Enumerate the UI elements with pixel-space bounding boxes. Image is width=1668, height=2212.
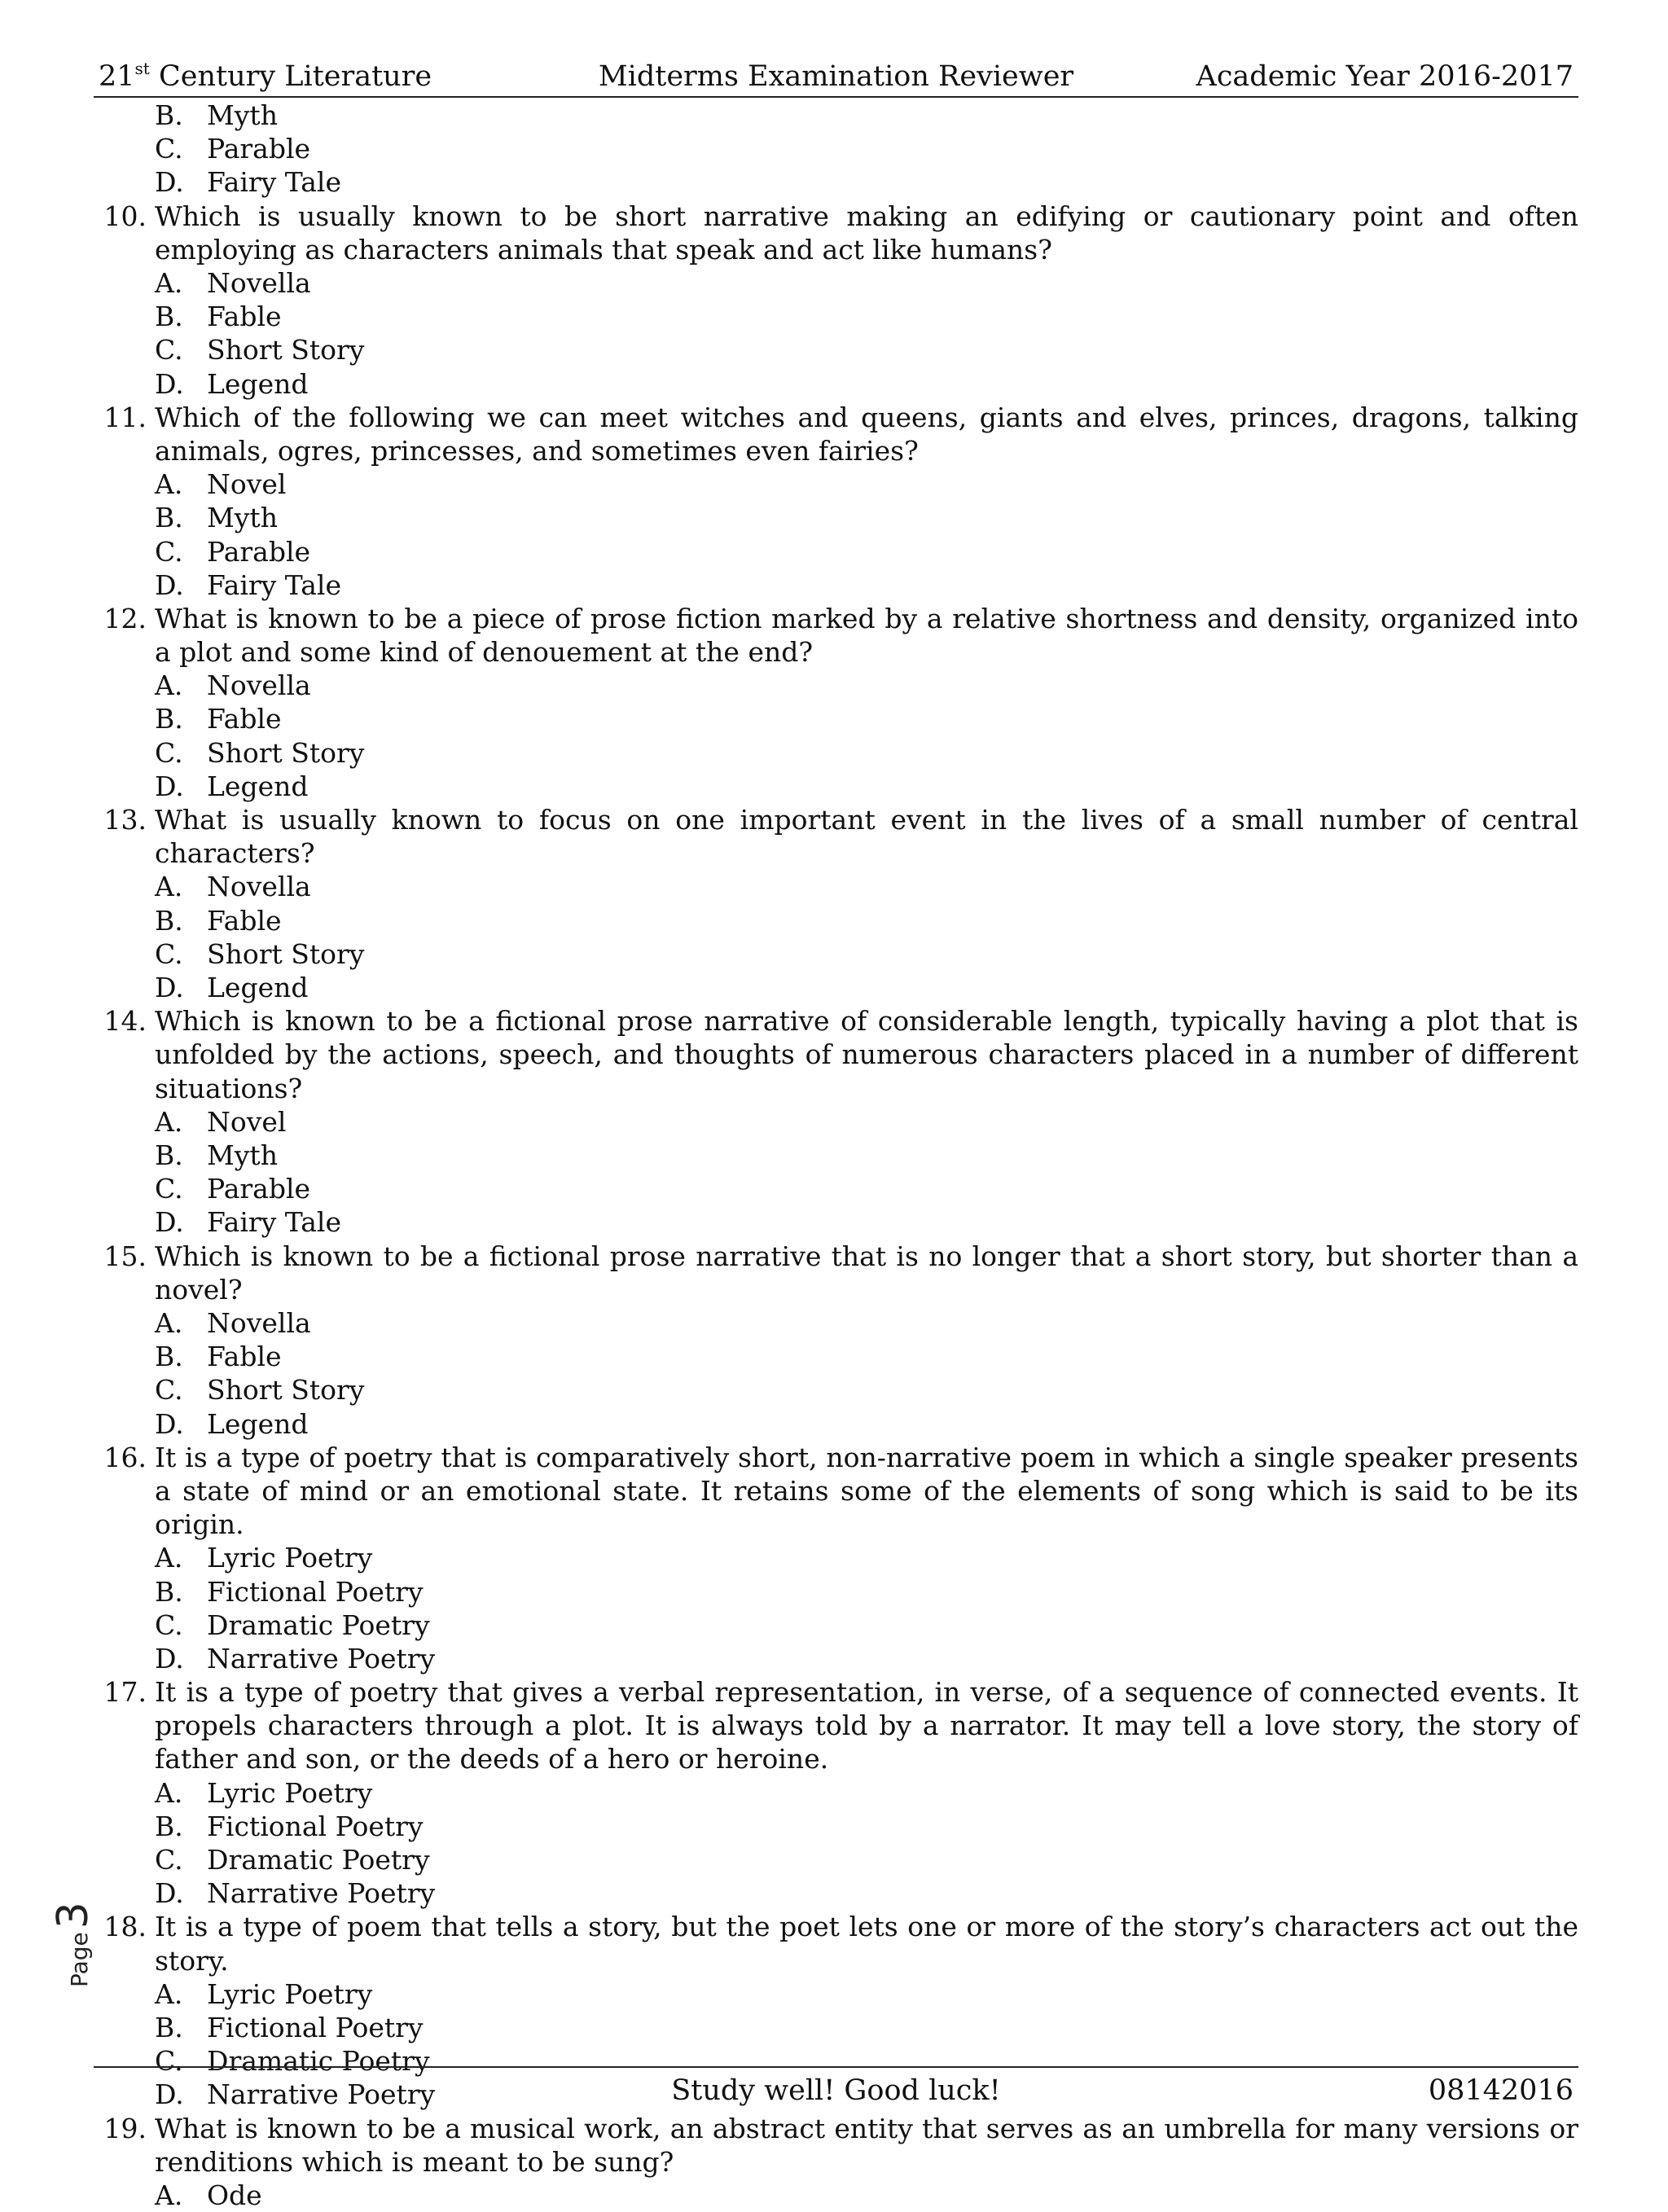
option-letter: A.: [155, 1776, 183, 1809]
question-text: Which is usually known to be short narrative making an edifying or cautionary point and often employing as characters animals that speak and act like humans?: [155, 200, 1578, 266]
option-text: Novel: [207, 1105, 287, 1138]
option-letter: C.: [155, 1173, 183, 1205]
question-item: [94, 1240, 1578, 1306]
option-text: Narrative Poetry: [207, 2078, 436, 2111]
question-text: Which is known to be a fictional prose narrative that is no longer that a short story, but shorter than a novel?: [155, 1240, 1578, 1306]
answer-option: [94, 2179, 1578, 2212]
option-text: Dramatic Poetry: [207, 1609, 430, 1641]
question-item: [94, 1004, 1578, 1105]
answer-option: [94, 1340, 1578, 1373]
option-letter: D.: [155, 568, 184, 601]
option-text: Legend: [207, 770, 309, 802]
answer-option: [94, 904, 1578, 937]
answer-option: [94, 367, 1578, 401]
option-text: Fictional Poetry: [207, 1575, 424, 1608]
course-title: 21st Century Literature: [99, 59, 432, 93]
question-number: 13.: [103, 804, 147, 836]
option-text: Dramatic Poetry: [207, 2045, 430, 2078]
option-letter: D.: [155, 2078, 184, 2111]
option-letter: C.: [155, 1844, 183, 1876]
option-text: Narrative Poetry: [207, 1642, 436, 1674]
question-item: [94, 200, 1578, 266]
footer-code: 08142016: [1428, 2074, 1574, 2107]
option-letter: B.: [155, 1810, 183, 1842]
option-text: Dramatic Poetry: [207, 1844, 430, 1876]
option-letter: B.: [155, 2012, 183, 2044]
question-item: [94, 2112, 1578, 2179]
answer-option: [94, 132, 1578, 165]
option-letter: B.: [155, 1139, 183, 1171]
option-text: Novella: [207, 669, 311, 702]
answer-option: [94, 937, 1578, 971]
page-number-mark: Page3: [49, 1902, 98, 1987]
footer-message: Study well! Good luck!: [671, 2074, 1001, 2107]
answer-option: [94, 467, 1578, 501]
option-text: Parable: [207, 1173, 311, 1205]
question-number: 12.: [103, 602, 147, 634]
option-letter: C.: [155, 937, 183, 970]
option-text: Narrative Poetry: [207, 1877, 436, 1910]
answer-option: [94, 1575, 1578, 1609]
answer-option: [94, 99, 1578, 132]
question-number: 19.: [103, 2112, 147, 2144]
question-text: Which is known to be a fictional prose narrative of considerable length, typically having a plot that is unfolded by the actions, speech, and thoughts of numerous characters placed in a number of different situations?: [155, 1005, 1578, 1104]
option-text: Short Story: [207, 937, 365, 970]
option-text: Novella: [207, 266, 311, 299]
answer-option: [94, 1306, 1578, 1340]
option-letter: A.: [155, 468, 183, 501]
option-letter: C.: [155, 133, 183, 165]
question-item: [94, 1675, 1578, 1776]
answer-option: [94, 568, 1578, 602]
answer-option: [94, 1172, 1578, 1205]
question-text: It is a type of poetry that is comparatively short, non-narrative poem in which a single speaker presents a state of mind or an emotional state. It retains some of the elements of song which is said to be its origin.: [155, 1441, 1578, 1541]
page-header: [94, 57, 1578, 98]
option-letter: A.: [155, 266, 183, 299]
option-letter: B.: [155, 99, 183, 131]
question-item: [94, 602, 1578, 669]
option-text: Fable: [207, 301, 282, 333]
option-text: Fairy Tale: [207, 568, 341, 601]
option-text: Fairy Tale: [207, 1206, 341, 1239]
option-text: Fairy Tale: [207, 166, 341, 199]
question-number: 15.: [103, 1240, 147, 1272]
option-letter: A.: [155, 1105, 183, 1138]
answer-option: [94, 1876, 1578, 1910]
answer-option: [94, 501, 1578, 534]
option-text: Myth: [207, 99, 278, 131]
option-letter: D.: [155, 770, 184, 802]
option-text: Lyric Poetry: [207, 1542, 373, 1574]
option-text: Fictional Poetry: [207, 2012, 424, 2044]
answer-option: [94, 1139, 1578, 1172]
answer-option: [94, 1105, 1578, 1139]
question-number: 14.: [103, 1005, 147, 1038]
option-letter: A.: [155, 2179, 183, 2211]
answer-option: [94, 2011, 1578, 2044]
answer-option: [94, 1843, 1578, 1876]
question-text: Which of the following we can meet witches and queens, giants and elves, princes, dragons, talking animals, ogres, princesses, and sometimes even fairies?: [155, 401, 1578, 467]
question-number: 18.: [103, 1911, 147, 1943]
option-text: Legend: [207, 367, 309, 400]
option-letter: C.: [155, 736, 183, 769]
option-letter: A.: [155, 871, 183, 903]
option-text: Short Story: [207, 334, 365, 366]
answer-option: [94, 1776, 1578, 1810]
option-letter: A.: [155, 1977, 183, 2010]
answer-option: [94, 736, 1578, 770]
question-text: It is a type of poem that tells a story, but the poet lets one or more of the story’s characters act out the story.: [155, 1911, 1578, 1977]
question-text: What is known to be a piece of prose fiction marked by a relative shortness and density, organized into a plot and some kind of denouement at the end?: [155, 602, 1578, 669]
answer-option: [94, 300, 1578, 333]
option-text: Fictional Poetry: [207, 1810, 424, 1842]
option-letter: A.: [155, 1306, 183, 1339]
academic-year: Academic Year 2016-2017: [1196, 60, 1574, 93]
option-letter: B.: [155, 1341, 183, 1373]
question-item: [94, 1910, 1578, 1977]
option-letter: D.: [155, 166, 184, 199]
option-letter: A.: [155, 1542, 183, 1574]
option-text: Lyric Poetry: [207, 1977, 373, 2010]
answer-option: [94, 535, 1578, 568]
option-letter: C.: [155, 334, 183, 366]
question-text: It is a type of poetry that gives a verbal representation, in verse, of a sequence of connected events. It propels characters through a plot. It is always told by a narrator. It may tell a love story, the story of father and son, or the deeds of a hero or heroine.: [155, 1676, 1578, 1775]
option-letter: B.: [155, 1575, 183, 1608]
option-letter: A.: [155, 669, 183, 702]
document-title: Midterms Examination Reviewer: [598, 60, 1074, 93]
option-letter: D.: [155, 972, 184, 1003]
question-list: [94, 99, 1578, 2212]
answer-option: [94, 1373, 1578, 1407]
option-letter: D.: [155, 367, 184, 400]
option-text: Novella: [207, 871, 311, 903]
answer-option: [94, 333, 1578, 366]
option-text: Short Story: [207, 1374, 365, 1407]
option-text: Fable: [207, 703, 282, 735]
option-text: Ode: [207, 2179, 262, 2211]
option-letter: D.: [155, 1407, 184, 1440]
option-text: Short Story: [207, 736, 365, 769]
answer-option: [94, 870, 1578, 903]
option-letter: B.: [155, 904, 183, 937]
answer-option: [94, 1541, 1578, 1574]
option-text: Myth: [207, 502, 278, 534]
option-text: Fable: [207, 904, 282, 937]
answer-option: [94, 266, 1578, 300]
question-text: What is usually known to focus on one important event in the lives of a small number of central characters?: [155, 804, 1578, 870]
question-number: 16.: [103, 1441, 147, 1473]
question-item: [94, 401, 1578, 467]
option-letter: B.: [155, 301, 183, 333]
answer-option: [94, 669, 1578, 702]
option-text: Novel: [207, 468, 287, 501]
answer-option: [94, 1977, 1578, 2011]
question-item: [94, 1441, 1578, 1542]
answer-option: [94, 1205, 1578, 1239]
answer-option: [94, 1609, 1578, 1642]
option-text: Novella: [207, 1306, 311, 1339]
option-letter: D.: [155, 1642, 184, 1674]
option-text: Parable: [207, 133, 311, 165]
option-letter: C.: [155, 535, 183, 568]
answer-option: [94, 1642, 1578, 1675]
option-text: Myth: [207, 1139, 278, 1171]
answer-option: [94, 1810, 1578, 1843]
answer-option: [94, 165, 1578, 199]
option-letter: C.: [155, 1609, 183, 1641]
page-footer: [94, 2066, 1578, 2109]
question-number: 17.: [103, 1676, 147, 1709]
option-text: Fable: [207, 1341, 282, 1373]
option-letter: D.: [155, 1206, 184, 1239]
option-letter: D.: [155, 1877, 184, 1910]
answer-option: [94, 971, 1578, 1004]
question-number: 10.: [103, 200, 147, 232]
answer-option: [94, 770, 1578, 803]
question-text: What is known to be a musical work, an abstract entity that serves as an umbrella for many versions or renditions which is meant to be sung?: [155, 2112, 1578, 2178]
option-text: Lyric Poetry: [207, 1776, 373, 1809]
option-text: Parable: [207, 535, 311, 568]
option-letter: C.: [155, 2045, 183, 2078]
option-letter: B.: [155, 703, 183, 735]
option-text: Legend: [207, 1407, 309, 1440]
option-text: Legend: [207, 972, 309, 1003]
option-letter: B.: [155, 502, 183, 534]
answer-option: [94, 702, 1578, 735]
option-letter: C.: [155, 1374, 183, 1407]
question-item: [94, 803, 1578, 870]
question-number: 11.: [103, 401, 147, 433]
answer-option: [94, 1407, 1578, 1441]
